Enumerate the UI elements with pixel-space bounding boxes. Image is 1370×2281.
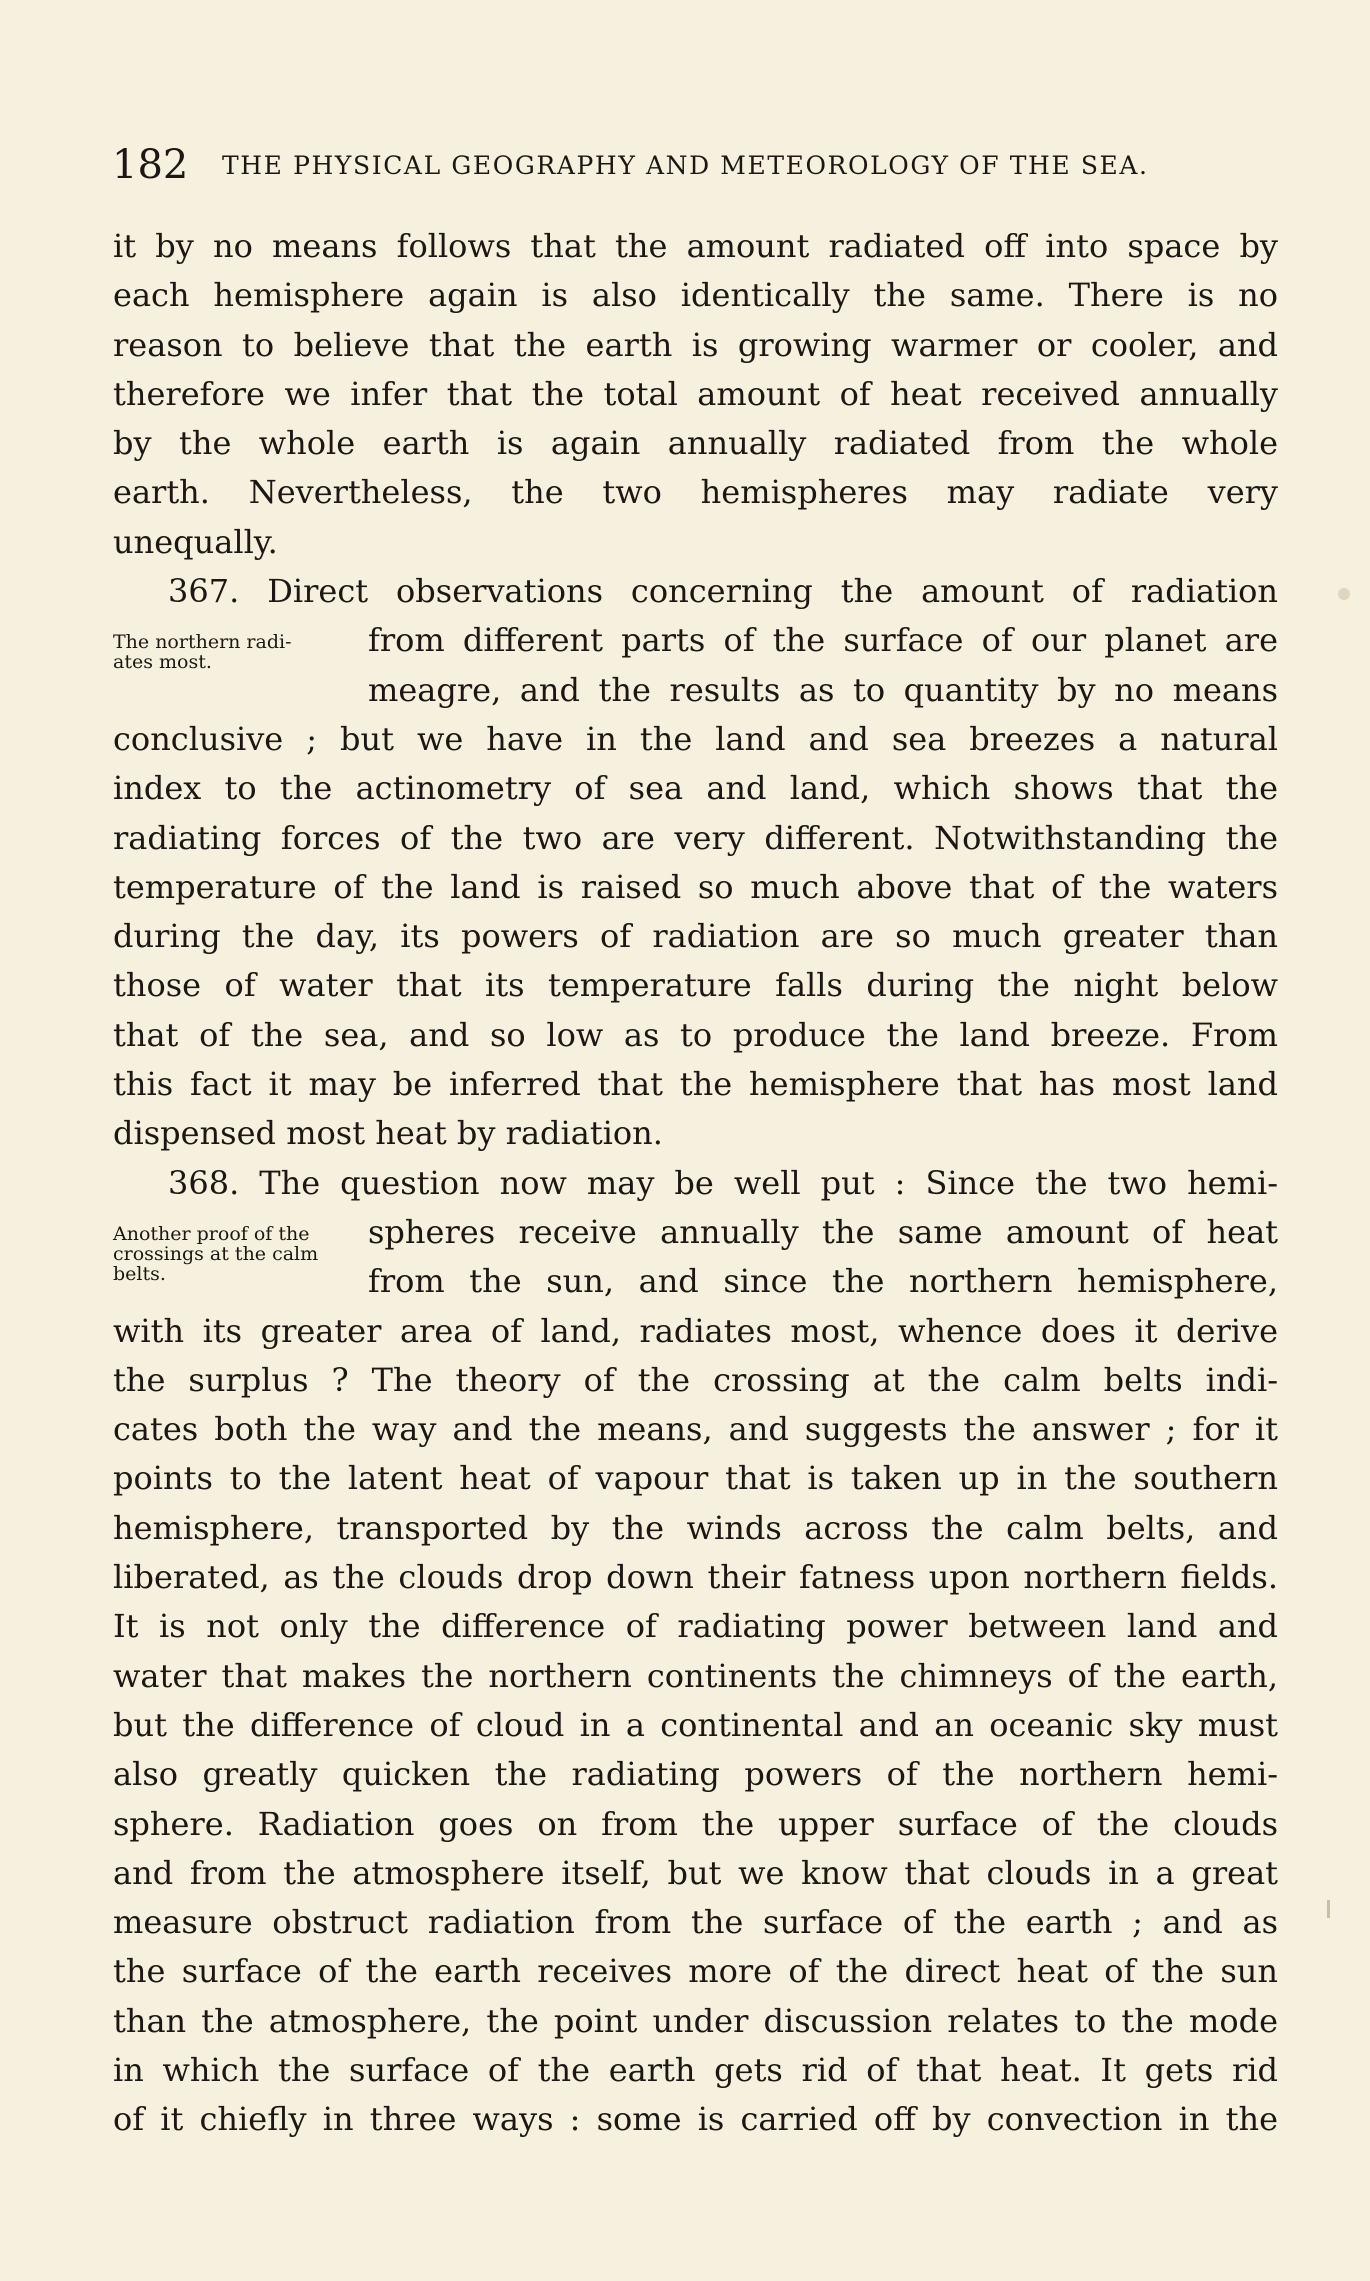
text-line: water that makes the northern continents the chimneys of the earth, bbox=[113, 1656, 1278, 1695]
text-line: in which the surface of the earth gets rid of that heat. It gets rid bbox=[113, 2050, 1278, 2089]
text-line: and from the atmosphere itself, but we know that clouds in a great bbox=[113, 1853, 1278, 1892]
sidenote-line: The northern radi- bbox=[113, 631, 292, 653]
text-line: it by no means follows that the amount radiated off into space by bbox=[113, 227, 1278, 265]
text-line: than the atmosphere, the point under discussion relates to the mode bbox=[113, 2001, 1278, 2040]
page-number: 182 bbox=[112, 142, 189, 188]
text-line: of it chiefly in three ways : some is carried off by convection in the bbox=[113, 2100, 1278, 2139]
text-line: index to the actinometry of sea and land, which shows that the bbox=[113, 769, 1278, 808]
sidenote-line: Another proof of the bbox=[113, 1223, 310, 1245]
text-line: unequally. bbox=[113, 522, 278, 561]
page-header bbox=[112, 140, 1282, 190]
text-line: meagre, and the results as to quantity by no means bbox=[368, 670, 1278, 709]
text-line: measure obstruct radiation from the surface of the earth ; and as bbox=[113, 1903, 1278, 1942]
text-line: dispensed most heat by radiation. bbox=[113, 1114, 663, 1153]
paper-spot bbox=[1338, 588, 1350, 600]
paragraph-368-start: 368. The question now may be well put : Since the two hemi- bbox=[168, 1163, 1278, 1202]
text-line: points to the latent heat of vapour that is taken up in the southern bbox=[113, 1459, 1278, 1498]
sidenote-line: ates most. bbox=[113, 651, 212, 673]
paragraph-367-start: 367. Direct observations concerning the amount of radiation bbox=[168, 572, 1278, 611]
text-line: by the whole earth is again annually radiated from the whole bbox=[113, 424, 1278, 463]
running-title: THE PHYSICAL GEOGRAPHY AND METEOROLOGY OF THE SEA. bbox=[222, 151, 1149, 180]
text-line: with its greater area of land, radiates most, whence does it derive bbox=[113, 1311, 1278, 1350]
text-line: also greatly quicken the radiating powers of the northern hemi- bbox=[113, 1755, 1278, 1794]
text-line: from the sun, and since the northern hemisphere, bbox=[368, 1262, 1278, 1301]
text-line: reason to believe that the earth is growing warmer or cooler, and bbox=[113, 325, 1278, 364]
text-line: cates both the way and the means, and suggests the answer ; for it bbox=[113, 1410, 1278, 1449]
text-line: liberated, as the clouds drop down their fatness upon northern fields. bbox=[113, 1558, 1278, 1597]
text-line: radiating forces of the two are very different. Notwithstanding the bbox=[113, 818, 1278, 857]
text-line: the surplus ? The theory of the crossing at the calm belts indi- bbox=[113, 1360, 1278, 1399]
text-line: hemisphere, transported by the winds across the calm belts, and bbox=[113, 1508, 1278, 1547]
text-line: conclusive ; but we have in the land and sea breezes a natural bbox=[113, 719, 1278, 758]
sidenote-line: belts. bbox=[113, 1263, 166, 1285]
text-line: spheres receive annually the same amount of heat bbox=[368, 1212, 1278, 1251]
sidenote-line: crossings at the calm bbox=[113, 1243, 319, 1265]
text-line: temperature of the land is raised so much above that of the waters bbox=[113, 867, 1278, 906]
text-line: from different parts of the surface of our planet are bbox=[368, 621, 1278, 660]
text-line: therefore we infer that the total amount of heat received annually bbox=[113, 374, 1278, 413]
text-line: the surface of the earth receives more of the direct heat of the sun bbox=[113, 1952, 1278, 1991]
text-line: this fact it may be inferred that the hemisphere that has most land bbox=[113, 1065, 1278, 1104]
text-line: that of the sea, and so low as to produce the land breeze. From bbox=[113, 1015, 1278, 1054]
text-line: but the difference of cloud in a continental and an oceanic sky must bbox=[113, 1705, 1278, 1744]
text-line: sphere. Radiation goes on from the upper surface of the clouds bbox=[113, 1804, 1278, 1843]
text-line: those of water that its temperature falls during the night below bbox=[113, 966, 1278, 1005]
paper-mark bbox=[1327, 1900, 1330, 1918]
text-line: earth. Nevertheless, the two hemispheres may radiate very bbox=[113, 473, 1278, 512]
text-line: during the day, its powers of radiation are so much greater than bbox=[113, 917, 1278, 956]
text-line: each hemisphere again is also identically the same. There is no bbox=[113, 276, 1278, 315]
text-line: It is not only the difference of radiating power between land and bbox=[113, 1607, 1278, 1646]
body-text bbox=[113, 222, 1278, 2145]
